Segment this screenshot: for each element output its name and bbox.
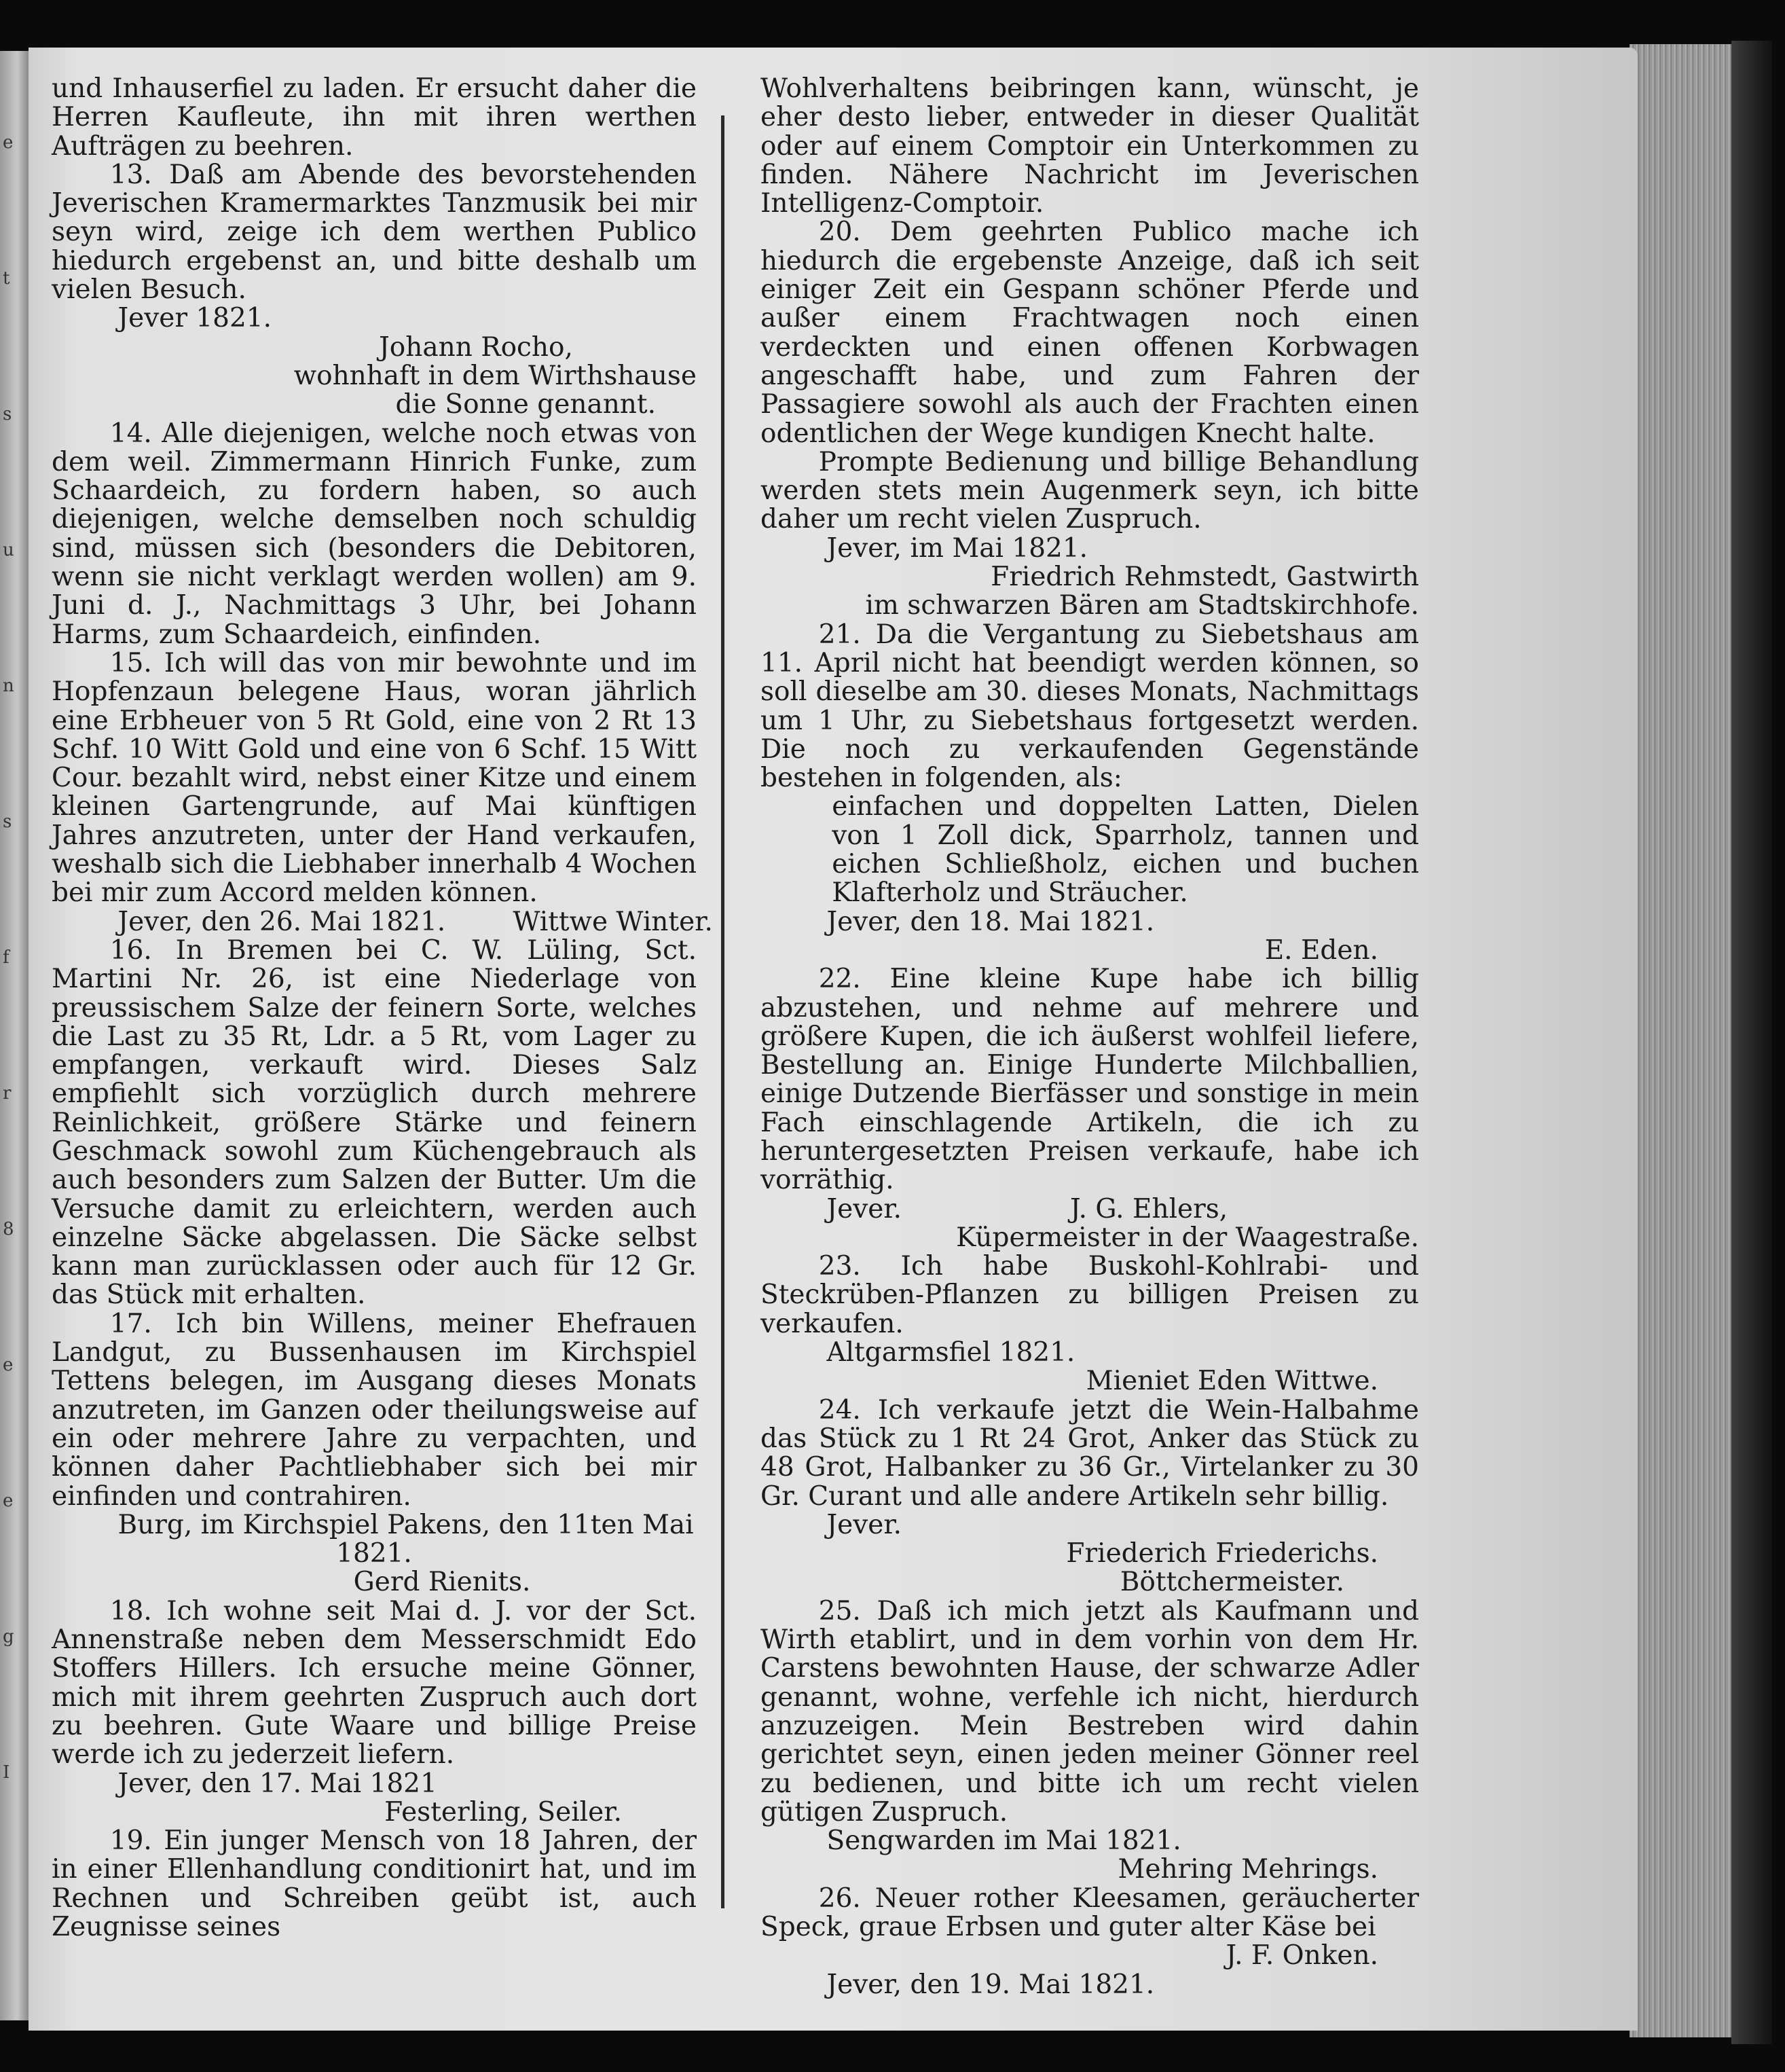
right-column-paragraph: Jever, den 19. Mai 1821. <box>826 1969 1155 2000</box>
right-column-paragraph: Jever. <box>826 1509 902 1540</box>
edge-letter: g <box>3 1626 14 1647</box>
left-column-paragraph: und Inhauserfiel zu laden. Er ersucht daher die Herren Kaufleute, ihn mit ihren werthen Aufträgen zu beehren. <box>52 73 697 162</box>
right-column-paragraph: Küpermeister in der Waagestraße. <box>956 1222 1419 1253</box>
previous-page-edge <box>0 51 29 2020</box>
right-column-paragraph: Prompte Bedienung und billige Behandlung werden stets mein Augenmerk seyn, ich bitte daher um recht vielen Zuspruch. <box>760 446 1419 535</box>
right-column-paragraph: Friedrich Rehmstedt, Gastwirth <box>991 562 1419 593</box>
left-column-paragraph: 16. In Bremen bei C. W. Lüling, Sct. Martini Nr. 26, ist eine Niederlage von preussischem Salze der feinern Sorte, welches die Last zu 35 Rt, Ldr. a 5 Rt, vom Lager zu empfangen, verkauft wird. Dieses Salz empfiehlt sich vorzüglich durch mehrere Reinlichkeit, größere Stärke und feinern Geschmack sowohl zum Küchengebrauch als auch besonders zum Salzen der Butter. Um die Versuche damit zu erleichtern, werden auch einzelne Säcke abgelassen. Die Säcke selbst kann man zurücklassen oder auch für 12 Gr. das Stück mit erhalten. <box>52 934 697 1311</box>
left-column-paragraph: wohnhaft in dem Wirthshause <box>293 360 697 391</box>
right-column-paragraph: 21. Da die Vergantung zu Siebetshaus am 11. April nicht hat beendigt werden können, so soll dieselbe am 30. dieses Monats, Nachmittags um 1 Uhr, zu Siebetshaus fortgesetzt werden. Die noch zu verkaufenden Gegenstände bestehen in folgenden, als: <box>760 619 1419 794</box>
right-column-paragraph: 20. Dem geehrten Publico mache ich hiedurch die ergebenste Anzeige, daß ich seit einiger Zeit ein Gespann schöner Pferde und außer einem Frachtwagen noch einen verdeckten und einen offenen Korbwagen angeschafft habe, und zum Fahren der Passagiere sowohl als auch der Frachten einen odentlichen der Wege kundigen Knecht halte. <box>760 217 1419 449</box>
right-column-paragraph: Wohlverhaltens beibringen kann, wünscht, je eher desto lieber, entweder in dieser Qualität oder auf einem Comptoir ein Unterkommen zu finden. Nähere Nachricht im Jeverischen Intelligenz-Comptoir. <box>760 73 1419 219</box>
right-column <box>760 75 1419 1999</box>
right-column-paragraph: 26. Neuer rother Kleesamen, geräucherter Speck, graue Erbsen und guter alter Käse bei <box>760 1883 1419 1942</box>
right-column-paragraph: Altgarmsfiel 1821. <box>826 1337 1075 1368</box>
left-column-paragraph: Jever 1821. <box>117 303 272 334</box>
edge-letter: s <box>3 404 12 424</box>
right-column-paragraph: Friederich Friederichs. <box>1066 1538 1378 1569</box>
right-column-paragraph: Böttchermeister. <box>1120 1567 1344 1598</box>
left-column-paragraph: 19. Ein junger Mensch von 18 Jahren, der in einer Ellenhandlung conditionirt hat, und im Rechnen und Schreiben geübt ist, auch Zeugnisse seines <box>52 1825 697 1942</box>
left-column-paragraph: Festerling, Seiler. <box>384 1796 622 1828</box>
left-column-paragraph: Gerd Rienits. <box>353 1567 531 1598</box>
left-column <box>52 73 713 1942</box>
left-column-paragraph: 17. Ich bin Willens, meiner Ehefrauen Landgut, zu Bussenhausen im Kirchspiel Tettens belegen, im Ausgang dieses Monats anzutreten, im Ganzen oder theilungsweise auf ein oder mehrere Jahre zu verpachten, und können daher Pachtliebhaber sich bei mir einfinden und contrahiren. <box>52 1308 697 1512</box>
right-column-paragraph: 25. Daß ich mich jetzt als Kaufmann und Wirth etablirt, und in dem vorhin von dem Hr. Carstens bewohnten Hause, der schwarze Adler genannt, wohne, verfehle ich nicht, hierdurch anzuzeigen. Mein Bestreben wird dahin gerichtet seyn, einen jeden meiner Gönner reel zu bedienen, und bitte ich um recht vielen gütigen Zuspruch. <box>760 1595 1419 1828</box>
left-column-paragraph: 13. Daß am Abende des bevorstehenden Jeverischen Kramermarktes Tanzmusik bei mir seyn wird, zeige ich dem werthen Publico hiedurch ergebenst an, und bitte deshalb um vielen Besuch. <box>52 159 697 306</box>
edge-letter: s <box>3 812 12 832</box>
left-column-paragraph: Burg, im Kirchspiel Pakens, den 11ten Mai <box>117 1509 694 1540</box>
edge-letter: n <box>3 676 14 696</box>
left-column-paragraph: 18. Ich wohne seit Mai d. J. vor der Sct. Annenstraße neben dem Messerschmidt Edo Stoffers Hillers. Ich ersuche meine Gönner, mich mit ihrem geehrten Zuspruch auch dort zu beehren. Gute Waare und billige Preise werde ich zu jederzeit liefern. <box>52 1595 697 1770</box>
left-column-paragraph: Jever, den 26. Mai 1821. Wittwe Winter. <box>117 906 713 937</box>
left-column-paragraph: 14. Alle diejenigen, welche noch etwas von dem weil. Zimmermann Hinrich Funke, zum Schaardeich, zu fordern haben, so auch diejenigen, welche demselben noch schuldig sind, müssen sich (besonders die Debitoren, wenn sie nicht verklagt werden wollen) am 9. Juni d. J., Nachmittags 3 Uhr, bei Johann Harms, zum Schaardeich, einfinden. <box>52 418 697 650</box>
book-fore-edge <box>1630 44 1731 2037</box>
left-column-paragraph: Johann Rocho, <box>379 331 573 363</box>
right-column-paragraph: einfachen und doppelten Latten, Dielen von 1 Zoll dick, Sparrholz, tannen und eichen Schließholz, eichen und buchen Klafterholz und Sträucher. <box>832 791 1419 909</box>
right-column-paragraph: 22. Eine kleine Kupe habe ich billig abzustehen, und nehme auf mehrere und größere Kupen, die ich äußerst wohlfeil liefere, Bestellung an. Einige Hunderte Milchballien, einige Dutzende Bierfässer und sonstige in mein Fach einschlagende Artikeln, die ich zu heruntergesetzten Preisen verkaufe, habe ich vorräthig. <box>760 964 1419 1196</box>
edge-letter: I <box>3 1762 10 1783</box>
right-column-paragraph: Mehring Mehrings. <box>1118 1854 1378 1885</box>
left-column-paragraph: 15. Ich will das von mir bewohnte und im Hopfenzaun belegene Haus, woran jährlich eine Erbheuer von 5 Rt Gold, eine von 2 Rt 13 Schf. 10 Witt Gold und eine von 6 Schf. 15 Witt Cour. bezahlt wird, nebst einer Kitze und einem kleinen Gartengrunde, auf Mai künftigen Jahres anzutreten, unter der Hand verkaufen, weshalb sich die Liebhaber innerhalb 4 Wochen bei mir zum Accord melden können. <box>52 647 697 909</box>
right-column-paragraph: J. F. Onken. <box>1226 1940 1378 1971</box>
right-column-paragraph: 24. Ich verkaufe jetzt die Wein-Halbahme das Stück zu 1 Rt 24 Grot, Anker das Stück zu 48 Grot, Halbanker zu 36 Gr., Virtelanker zu 30 Gr. Curant und alle andere Artikeln sehr billig. <box>760 1394 1419 1512</box>
edge-letter: r <box>3 1083 12 1104</box>
right-column-paragraph: Jever. J. G. Ehlers, <box>826 1193 1228 1224</box>
column-rule <box>721 115 724 1908</box>
right-column-paragraph: Mieniet Eden Wittwe. <box>1086 1366 1378 1397</box>
right-column-paragraph: im schwarzen Bären am Stadtskirchhofe. <box>865 590 1419 621</box>
right-column-paragraph: E. Eden. <box>1264 934 1378 966</box>
edge-letter: u <box>3 540 14 560</box>
edge-letter: e <box>3 1491 14 1511</box>
edge-letter: t <box>3 268 10 289</box>
edge-letter: e <box>3 132 14 153</box>
book-shadow <box>1731 41 1772 2044</box>
edge-letter: e <box>3 1355 14 1375</box>
right-column-paragraph: Jever, im Mai 1821. <box>826 532 1088 564</box>
left-column-paragraph: Jever, den 17. Mai 1821 <box>117 1768 437 1799</box>
right-column-paragraph: Sengwarden im Mai 1821. <box>826 1825 1181 1857</box>
edge-letter: f <box>3 947 10 968</box>
left-column-paragraph: die Sonne genannt. <box>395 389 656 420</box>
left-column-paragraph: 1821. <box>336 1538 412 1569</box>
right-column-paragraph: 23. Ich habe Buskohl-Kohlrabi- und Steckrüben-Pflanzen zu billigen Preisen zu verkaufen. <box>760 1251 1419 1339</box>
right-column-paragraph: Jever, den 18. Mai 1821. <box>826 906 1155 937</box>
edge-letter: 8 <box>3 1219 14 1239</box>
